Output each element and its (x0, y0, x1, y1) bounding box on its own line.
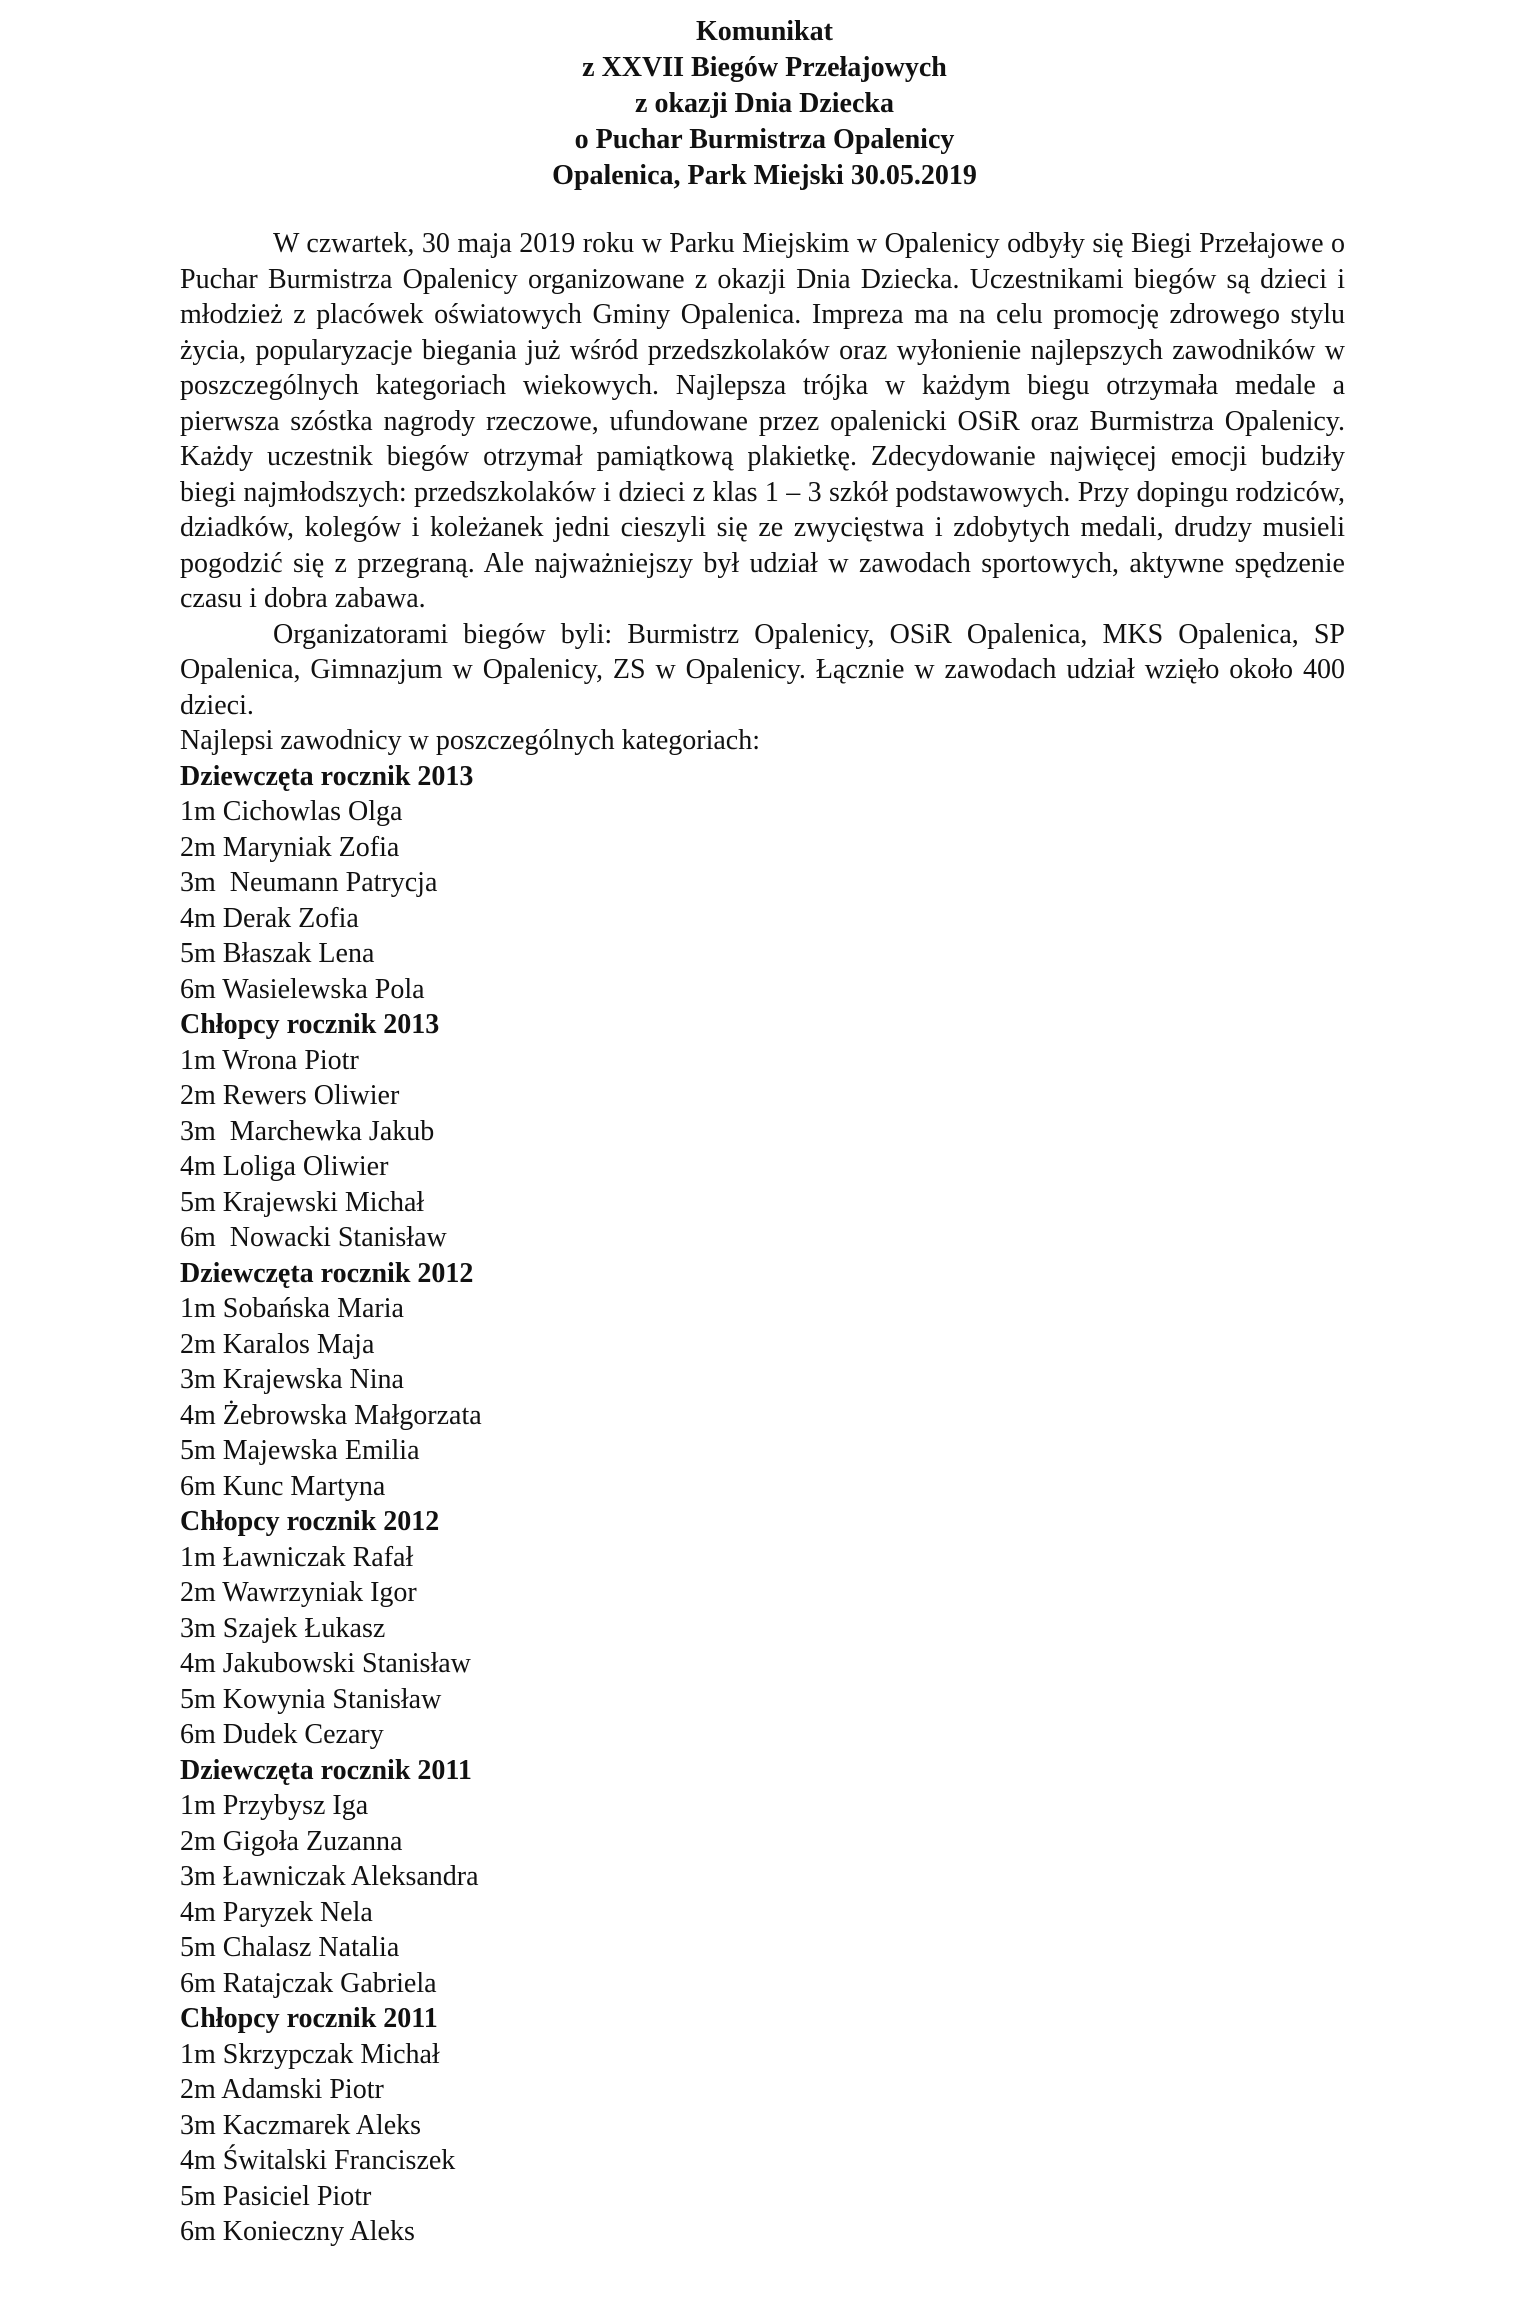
result-entry: 3m Szajek Łukasz (180, 1612, 386, 1644)
category-block (180, 1753, 1345, 2002)
result-entry: 1m Skrzypczak Michał (180, 2038, 440, 2070)
header-event-name: z XXVII Biegów Przełajowych (582, 52, 947, 83)
result-entry: 6m Ratajczak Gabriela (180, 1967, 437, 1999)
result-entry: 3m Kaczmarek Aleks (180, 2109, 422, 2141)
result-entry: 5m Majewska Emilia (180, 1435, 420, 1466)
result-entry: 4m Jakubowski Stanisław (180, 1648, 471, 1679)
result-entry: 3m Marchewka Jakub (180, 1115, 435, 1147)
header-trophy: o Puchar Burmistrza Opalenicy (574, 124, 955, 155)
result-entry: 2m Gigoła Zuzanna (180, 1825, 403, 1857)
result-entry: 5m Pasiciel Piotr (180, 2180, 372, 2212)
result-entry: 3m Ławniczak Aleksandra (180, 1861, 479, 1892)
category-block (180, 1504, 1345, 1753)
category-block (180, 2001, 1345, 2250)
result-entry: 3m Neumann Patrycja (180, 867, 438, 898)
intro-paragraph: W czwartek, 30 maja 2019 roku w Parku Miejskim w Opalenicy odbyły się Biegi Przełajowe o Puchar Burmistrza Opalenicy organizowane z okazji Dnia Dziecka. Uczestnikami biegów są dzieci i młodzież z placówek oświatowych Gminy Opalenica. Impreza ma na celu promocję zdrowego stylu życia, popularyzacje biegania już wśród przedszkolaków oraz wyłonienie najlepszych zawodników w poszczególnych kategoriach wiekowych. Najlepsza trójka w każdym biegu otrzymała medale a pierwsza szóstka nagrody rzeczowe, ufundowane przez opalenicki OSiR oraz Burmistrza Opalenicy. Każdy uczestnik biegów otrzymał pamiątkową plakietkę. Zdecydowanie najwięcej emocji budziły biegi najmłodszych: przedszkolaków i dzieci z klas 1 – 3 szkół podstawowych. Przy dopingu rodziców, dziadków, kolegów i koleżanek jedni cieszyli się ze zwycięstwa i zdobytych medali, drudzy musieli pogodzić się z przegraną. Ale najważniejszy był udział w zawodach sportowych, aktywne spędzenie czasu i dobra zabawa. (180, 228, 1345, 614)
document-body (180, 226, 1345, 2250)
header-occasion: z okazji Dnia Dziecka (635, 88, 894, 119)
result-entry: 1m Cichowlas Olga (180, 796, 403, 827)
result-entry: 4m Świtalski Franciszek (180, 2145, 456, 2176)
header-place-date: Opalenica, Park Miejski 30.05.2019 (552, 160, 977, 191)
result-entry: 2m Adamski Piotr (180, 2074, 384, 2105)
category-heading: Dziewczęta rocznik 2011 (180, 1754, 472, 1786)
result-entry: 1m Ławniczak Rafał (180, 1541, 414, 1573)
result-entry: 6m Kunc Martyna (180, 1470, 386, 1502)
result-entry: 1m Wrona Piotr (180, 1044, 359, 1076)
result-entry: 4m Żebrowska Małgorzata (180, 1399, 482, 1431)
category-block (180, 1007, 1345, 1256)
result-entry: 6m Konieczny Aleks (180, 2216, 415, 2247)
result-entry: 2m Rewers Oliwier (180, 1080, 400, 1111)
result-entry: 3m Krajewska Nina (180, 1364, 404, 1395)
result-entry: 2m Maryniak Zofia (180, 831, 400, 863)
result-entry: 2m Karalos Maja (180, 1328, 375, 1360)
results-section (180, 759, 1345, 2250)
result-entry: 1m Sobańska Maria (180, 1293, 404, 1324)
result-entry: 5m Kowynia Stanisław (180, 1683, 442, 1715)
result-entry: 5m Krajewski Michał (180, 1186, 425, 1218)
result-entry: 6m Wasielewska Pola (180, 973, 425, 1005)
results-intro: Najlepsi zawodnicy w poszczególnych kategoriach: (180, 725, 761, 756)
result-entry: 4m Loliga Oliwier (180, 1151, 389, 1182)
category-heading: Dziewczęta rocznik 2012 (180, 1257, 474, 1289)
category-heading: Chłopcy rocznik 2012 (180, 1506, 440, 1537)
result-entry: 5m Chalasz Natalia (180, 1932, 400, 1963)
category-block (180, 1256, 1345, 1505)
category-block (180, 759, 1345, 1008)
organizers-paragraph: Organizatorami biegów byli: Burmistrz Opalenicy, OSiR Opalenica, MKS Opalenica, SP Opalenica, Gimnazjum w Opalenicy, ZS w Opalenicy. Łącznie w zawodach udział wzięło około 400 dzieci. (180, 618, 1345, 721)
document-header (0, 14, 1529, 194)
header-title: Komunikat (696, 16, 833, 47)
result-entry: 6m Dudek Cezary (180, 1719, 384, 1750)
result-entry: 5m Błaszak Lena (180, 938, 375, 969)
category-heading: Dziewczęta rocznik 2013 (180, 760, 474, 792)
category-heading: Chłopcy rocznik 2013 (180, 1009, 440, 1040)
result-entry: 6m Nowacki Stanisław (180, 1222, 447, 1253)
category-heading: Chłopcy rocznik 2011 (180, 2003, 438, 2034)
result-entry: 4m Paryzek Nela (180, 1896, 373, 1928)
result-entry: 2m Wawrzyniak Igor (180, 1577, 417, 1608)
result-entry: 1m Przybysz Iga (180, 1790, 369, 1821)
result-entry: 4m Derak Zofia (180, 902, 359, 934)
